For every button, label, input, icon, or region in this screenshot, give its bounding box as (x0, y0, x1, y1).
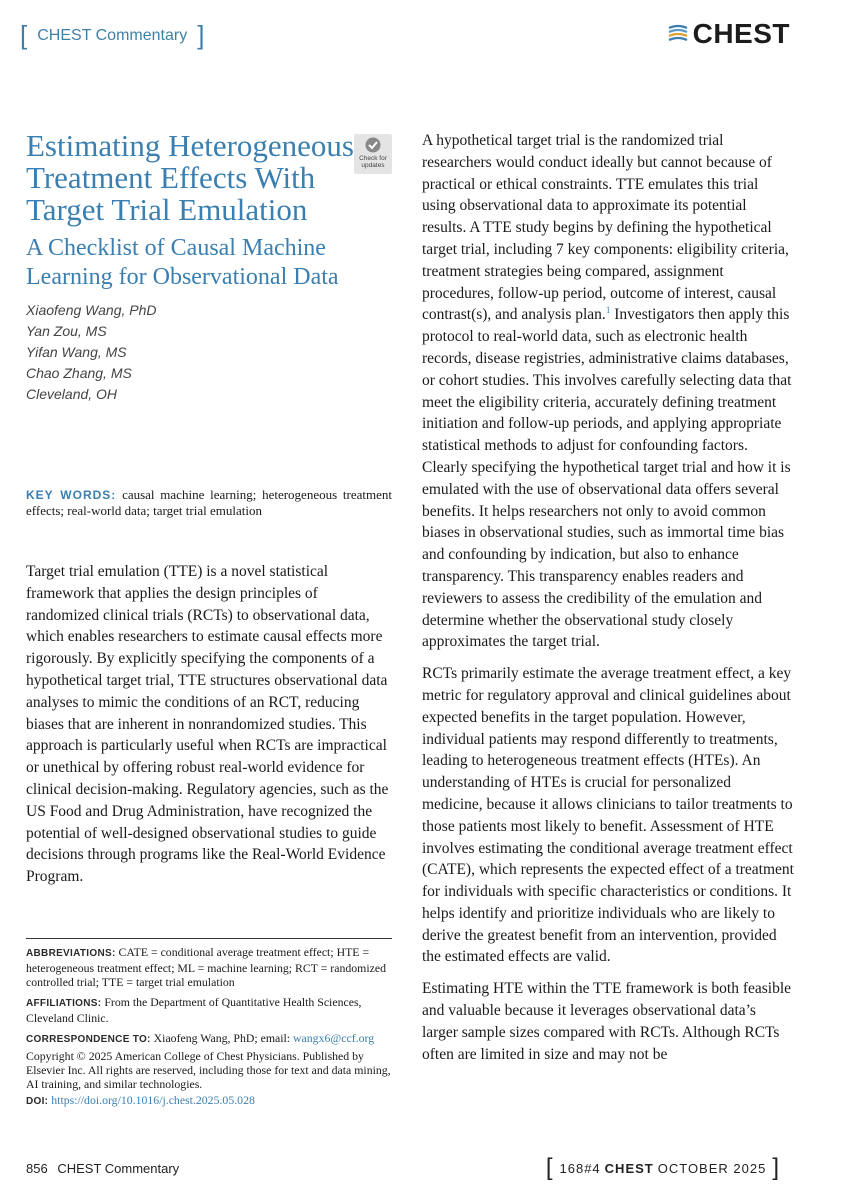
doi-link[interactable]: https://doi.org/10.1016/j.chest.2025.05.028 (51, 1093, 255, 1107)
bracket-left: [ (20, 20, 28, 50)
paragraph (422, 130, 794, 653)
author: Chao Zhang, MS (26, 365, 132, 381)
paragraph: Estimating HTE within the TTE framework is both feasible and valuable because it leverages observational data’s larger sample sizes compared with RCTs. Although RCTs often are limited in size and may not be (422, 980, 792, 1063)
check-updates-icon (362, 136, 384, 154)
paragraph-text: A hypothetical target trial is the randomized trial researchers would conduct ideally but cannot because of practical or ethical constraints. TTE emulates this trial using observational data to approximate its potential results. A TTE study begins by defining the hypothetical target trial, including 7 key components: eligibility criteria, treatment strategies being compared, assignment procedures, follow-up period, outcome of interest, causal contrast(s), and analysis plan. (422, 132, 789, 324)
footer-section: CHEST Commentary (57, 1160, 180, 1176)
correspondence-text: Xiaofeng Wang, PhD; email: (153, 1031, 291, 1045)
author: Yan Zou, MS (26, 323, 107, 339)
volume-issue: 168#4 (559, 1160, 601, 1176)
abbreviations-label: ABBREVIATIONS: (26, 948, 116, 959)
footer-issue (540, 1156, 786, 1180)
title-block (26, 130, 392, 405)
doi (26, 1093, 392, 1109)
keywords-text: causal machine learning; heterogeneous treatment effects; real-world data; target trial emulation (26, 487, 392, 518)
check-for-updates-badge[interactable] (354, 134, 392, 174)
keywords (26, 487, 392, 519)
bracket-left: [ (545, 1154, 554, 1181)
abbreviations-text: CATE = conditional average treatment effect; HTE = heterogeneous treatment effect; ML = machine learning; RCT = randomized controlled trial; TTE = target trial emulation (26, 945, 386, 989)
check-badge-text: Check for updates (359, 155, 387, 169)
chest-logo-icon (667, 23, 689, 45)
chest-logo[interactable] (667, 18, 790, 50)
affiliations-text: From the Department of Quantitative Health Sciences, Cleveland Clinic. (26, 995, 362, 1025)
author: Yifan Wang, MS (26, 344, 127, 360)
correspondence (26, 1031, 392, 1047)
article-subtitle: A Checklist of Causal Machine Learning for Observational Data (26, 235, 339, 290)
issue-date: OCTOBER 2025 (657, 1160, 767, 1176)
doi-label: DOI: (26, 1096, 49, 1107)
copyright: Copyright © 2025 American College of Chest Physicians. Published by Elsevier Inc. All rights are reserved, including those for text and data mining, AI training, and similar technologies. (26, 1049, 391, 1091)
email-link[interactable]: wangx6@ccf.org (293, 1031, 375, 1045)
page-number: 856 (26, 1160, 48, 1176)
section-label: CHEST Commentary (37, 27, 188, 44)
bracket-right: ] (197, 20, 205, 50)
paragraph-text: Investigators then apply this protocol to real-world data, such as electronic health records, disease registries, administrative claims databases, or cohort studies. This involves carefully selecting data that meet the eligibility criteria, accurately defining treatment initiation and follow-up periods, and applying appropriate statistical methods to adjust for confounding factors. Clearly specifying the hypothetical target trial and how it is emulated with the use of observational data offers several benefits. It helps researchers not only to avoid common biases in observational studies, such as immortal time bias and confounding by indication, but also to enhance transparency. This transparency enables readers and reviewers to assess the credibility of the emulation and determine whether the observational study closely approximates the target trial. (422, 306, 792, 651)
logo-text: CHEST (692, 18, 790, 49)
page-footer (26, 1156, 786, 1180)
intro-paragraph: Target trial emulation (TTE) is a novel statistical framework that applies the design principles of randomized clinical trials (RCTs) to observational data, which enables researchers to estimate causal effects more rigorously. By explicitly specifying the components of a hypothetical target trial, TTE structures observational data analyses to mimic the conditions of an RCT, reducing biases that are inherent in nonrandomized studies. This approach is particularly useful when RCTs are impractical or unethical by offering robust real-world evidence for clinical decision-making. Regulatory agencies, such as the US Food and Drug Administration, have recognized the potential of well-designed observational studies to guide decisions through programs like the Real-World Evidence Program. (26, 563, 389, 886)
keywords-label: KEY WORDS: (26, 488, 117, 502)
affiliations-label: AFFILIATIONS: (26, 998, 102, 1009)
correspondence-label: CORRESPONDENCE TO: (26, 1034, 151, 1045)
author-list (26, 300, 392, 405)
author: Xiaofeng Wang, PhD (26, 302, 157, 318)
paragraph: RCTs primarily estimate the average treatment effect, a key metric for regulatory approval and clinical guidelines about expected benefits in the target population. However, individual patients may respond differently to treatments, leading to heterogeneous treatment effects (HTEs). An understanding of HTEs is crucial for personalized medicine, because it allows clinicians to tailor treatments to those patients most likely to benefit. Assessment of HTE involves estimating the conditional average treatment effect (CATE), which represents the expected effect of a treatment for individuals with specific characteristics or conditions. It helps identify and prioritize individuals who are likely to derive the greatest benefit from an intervention, provided the estimated effects are valid. (422, 665, 794, 966)
author-location: Cleveland, OH (26, 386, 118, 402)
footnotes (26, 938, 392, 1115)
right-column (422, 130, 794, 1075)
abbreviations (26, 945, 392, 989)
affiliations (26, 995, 392, 1025)
journal-name: CHEST (604, 1160, 654, 1176)
article-title: Estimating Heterogeneous Treatment Effects With Target Trial Emulation (26, 128, 354, 227)
running-header (20, 22, 204, 48)
bracket-right: ] (772, 1154, 780, 1181)
footer-left (26, 1161, 179, 1176)
reference-link[interactable]: 1 (605, 305, 611, 316)
